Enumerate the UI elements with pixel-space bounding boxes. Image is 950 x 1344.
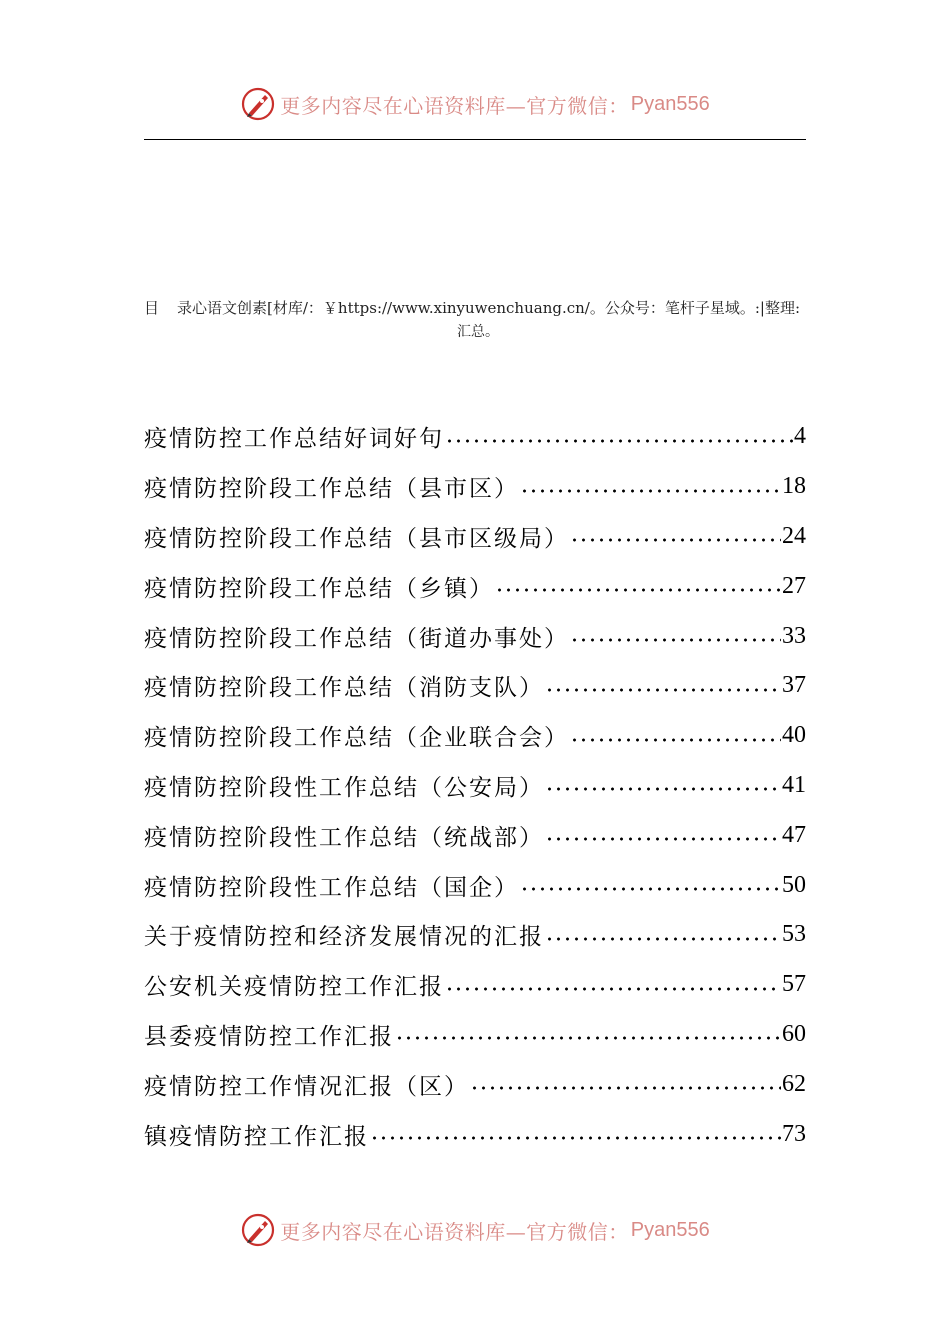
- footer-banner-text: 更多内容尽在心语资料库—官方微信：: [280, 1219, 629, 1244]
- toc-entry[interactable]: [144, 661, 806, 711]
- intro-note: [144, 296, 812, 344]
- toc-dot-leader: [570, 738, 781, 742]
- toc-entry-page: 18: [782, 473, 806, 500]
- toc-entry-page: 73: [782, 1120, 806, 1147]
- toc-entry-page: 27: [782, 572, 806, 599]
- toc-entry-title: 公安机关疫情防控工作汇报: [144, 974, 444, 1001]
- toc-entry-page: 24: [782, 522, 806, 549]
- toc-entry[interactable]: [144, 810, 806, 860]
- toc-entry-title: 疫情防控阶段工作总结（企业联合会）: [144, 725, 569, 752]
- toc-entry-page: 60: [782, 1020, 806, 1047]
- intro-line-2: 汇总。: [457, 324, 499, 340]
- intro-mu-char: 目: [144, 299, 160, 317]
- toc-entry[interactable]: [144, 1010, 806, 1060]
- toc-dot-leader: [495, 588, 781, 592]
- toc-entry-page: 33: [782, 622, 806, 649]
- table-of-contents: [144, 412, 806, 1159]
- toc-entry[interactable]: [144, 611, 806, 661]
- toc-entry-title: 镇疫情防控工作汇报: [144, 1123, 369, 1150]
- header-banner-text: 更多内容尽在心语资料库—官方微信：: [280, 93, 629, 118]
- toc-dot-leader: [545, 787, 781, 791]
- pen-logo-icon: [240, 1212, 276, 1248]
- toc-entry[interactable]: [144, 960, 806, 1010]
- toc-entry-title: 疫情防控工作总结好词好句: [144, 426, 444, 453]
- toc-entry-page: 62: [782, 1070, 806, 1097]
- toc-dot-leader: [570, 638, 781, 642]
- toc-entry-page: 47: [782, 821, 806, 848]
- footer-banner: [0, 1208, 950, 1252]
- toc-entry[interactable]: [144, 1109, 806, 1159]
- toc-entry-title: 疫情防控阶段性工作总结（公安局）: [144, 774, 544, 801]
- toc-entry[interactable]: [144, 512, 806, 562]
- toc-entry[interactable]: [144, 462, 806, 512]
- toc-dot-leader: [545, 688, 781, 692]
- toc-dot-leader: [445, 987, 781, 991]
- toc-entry-title: 疫情防控阶段工作总结（县市区级局）: [144, 525, 569, 552]
- toc-entry-title: 疫情防控阶段性工作总结（统战部）: [144, 824, 544, 851]
- toc-entry-title: 疫情防控阶段工作总结（街道办事处）: [144, 625, 569, 652]
- toc-entry-title: 疫情防控阶段工作总结（县市区）: [144, 476, 519, 503]
- toc-entry-page: 57: [782, 971, 806, 998]
- toc-entry-page: 4: [794, 423, 806, 450]
- toc-entry-title: 疫情防控工作情况汇报（区）: [144, 1073, 469, 1100]
- pen-logo-icon: [240, 86, 276, 122]
- toc-entry-title: 县委疫情防控工作汇报: [144, 1023, 394, 1050]
- toc-entry[interactable]: [144, 761, 806, 811]
- toc-entry[interactable]: [144, 910, 806, 960]
- toc-dot-leader: [470, 1086, 781, 1090]
- toc-entry-page: 53: [782, 921, 806, 948]
- toc-entry-title: 疫情防控阶段工作总结（乡镇）: [144, 575, 494, 602]
- toc-entry-page: 41: [782, 771, 806, 798]
- toc-dot-leader: [520, 489, 781, 493]
- toc-dot-leader: [370, 1136, 781, 1140]
- toc-dot-leader: [545, 937, 781, 941]
- toc-entry[interactable]: [144, 1059, 806, 1109]
- header-banner: [0, 82, 950, 126]
- footer-wechat-id: Pyan556: [630, 1218, 710, 1241]
- toc-dot-leader: [545, 837, 781, 841]
- toc-entry[interactable]: [144, 860, 806, 910]
- toc-entry-title: 关于疫情防控和经济发展情况的汇报: [144, 924, 544, 951]
- header-rule: [144, 139, 806, 140]
- toc-entry[interactable]: [144, 561, 806, 611]
- toc-dot-leader: [570, 538, 781, 542]
- toc-dot-leader: [395, 1036, 781, 1040]
- toc-dot-leader: [445, 439, 793, 443]
- toc-entry-title: 疫情防控阶段工作总结（消防支队）: [144, 675, 544, 702]
- toc-entry-page: 50: [782, 871, 806, 898]
- intro-line-1: 录心语文创素[材库/：￥https://www.xinyuwenchuang.cn/。公众号：笔杆子星域。:|整理:: [177, 299, 801, 317]
- toc-dot-leader: [520, 887, 781, 891]
- toc-entry-page: 40: [782, 722, 806, 749]
- toc-entry[interactable]: [144, 412, 806, 462]
- toc-entry-title: 疫情防控阶段性工作总结（国企）: [144, 874, 519, 901]
- toc-entry-page: 37: [782, 672, 806, 699]
- toc-entry[interactable]: [144, 711, 806, 761]
- header-wechat-id: Pyan556: [630, 92, 710, 115]
